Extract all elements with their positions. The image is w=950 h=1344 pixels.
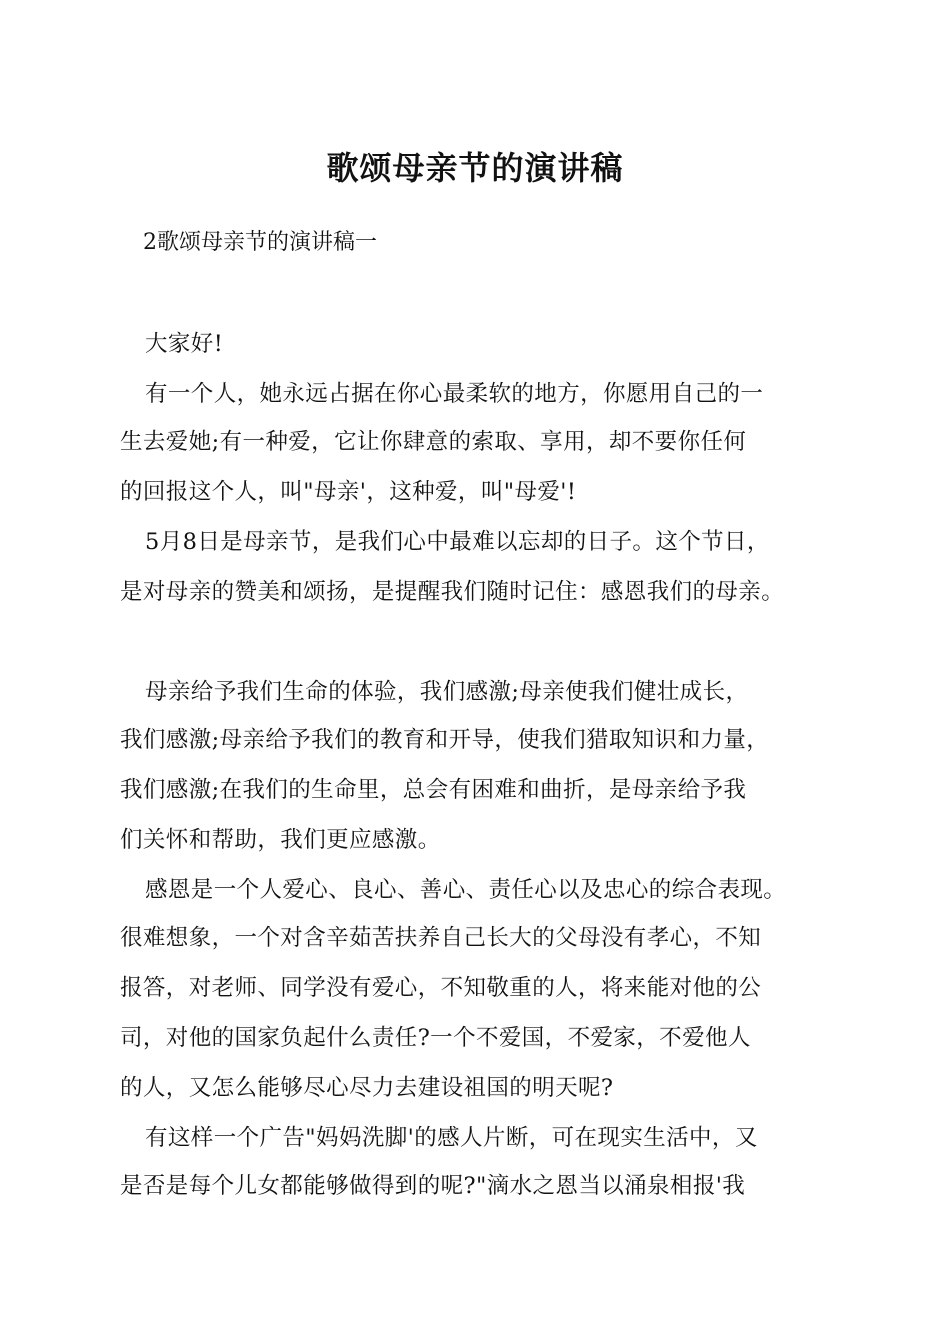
paragraph-line: 有一个人，她永远占据在你心最柔软的地方，你愿用自己的一: [145, 381, 764, 407]
document-title: 歌颂母亲节的演讲稿: [326, 149, 624, 187]
paragraph-line: 我们感激;母亲给予我们的教育和开导，使我们猎取知识和力量，: [120, 727, 770, 753]
document-subtitle: 2歌颂母亲节的演讲稿一: [143, 230, 377, 255]
paragraph-line: 司，对他的国家负起什么责任?一个不爱国，不爱家，不爱他人: [120, 1025, 751, 1051]
paragraph-line: 我们感激;在我们的生命里，总会有困难和曲折，是母亲给予我: [120, 777, 747, 803]
paragraph-line: 5月8日是母亲节，是我们心中最难以忘却的日子。这个节日，: [145, 529, 770, 555]
paragraph-line: 生去爱她;有一种爱，它让你肆意的索取、享用，却不要你任何: [120, 429, 747, 455]
paragraph-line: 是否是每个儿女都能够做得到的呢?"滴水之恩当以涌泉相报'我: [120, 1173, 746, 1199]
paragraph-line: 的人，又怎么能够尽心尽力去建设祖国的明天呢?: [120, 1075, 614, 1101]
paragraph-line: 母亲给予我们生命的体验，我们感激;母亲使我们健壮成长，: [145, 679, 749, 705]
paragraph-line: 大家好!: [145, 331, 224, 357]
paragraph-line: 很难想象，一个对含辛茹苦扶养自己长大的父母没有孝心，不知: [120, 925, 762, 951]
paragraph-line: 是对母亲的赞美和颂扬，是提醒我们随时记住：感恩我们的母亲。: [120, 579, 785, 605]
paragraph-line: 有这样一个广告"妈妈洗脚'的感人片断，可在现实生活中，又: [145, 1125, 758, 1151]
paragraph-line: 报答，对老师、同学没有爱心，不知敬重的人，将来能对他的公: [120, 975, 762, 1001]
paragraph-line: 感恩是一个人爱心、良心、善心、责任心以及忠心的综合表现。: [145, 877, 787, 903]
paragraph-line: 们关怀和帮助，我们更应感激。: [120, 827, 441, 853]
paragraph-line: 的回报这个人，叫"母亲'，这种爱，叫"母爱'!: [120, 479, 577, 505]
